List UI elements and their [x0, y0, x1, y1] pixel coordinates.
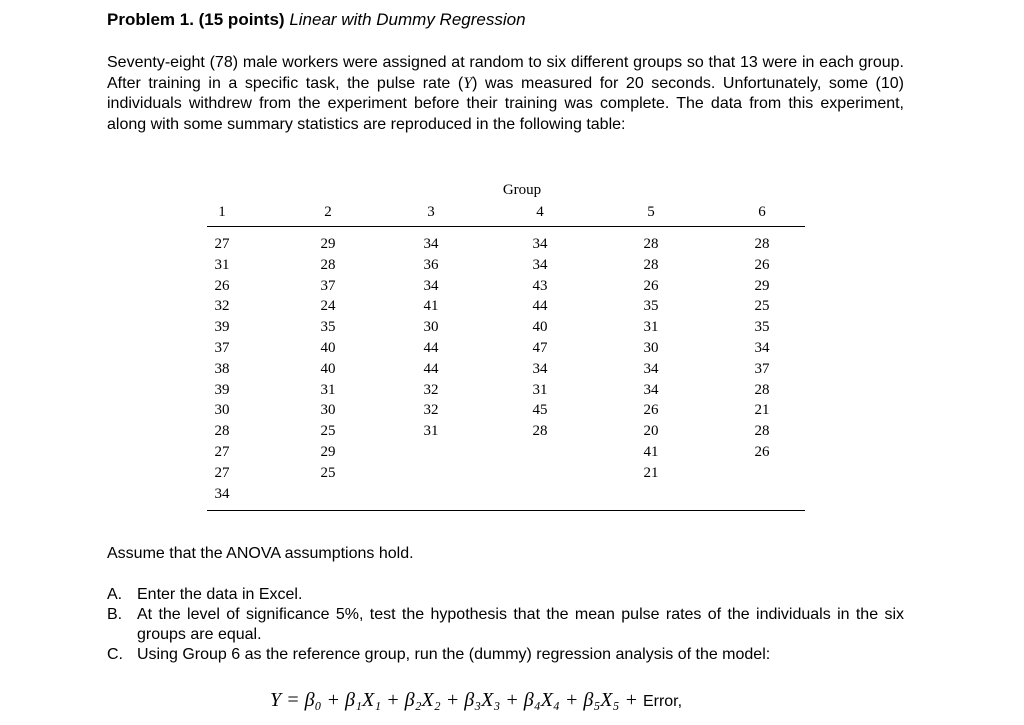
- pulse-rate-cell: 43: [532, 277, 548, 294]
- pulse-rate-cell: 25: [754, 298, 770, 315]
- pulse-rate-cell: 39: [214, 319, 230, 336]
- problem-description: [107, 53, 904, 135]
- pulse-rate-cell: 45: [532, 402, 548, 419]
- header-rule: [207, 226, 805, 227]
- pulse-rate-cell: 35: [643, 298, 659, 315]
- regression-equation: Y = β₀ + β₁X₁ + β₂X₂ + β₃X₃ + β₄X₄ + β₅X₅ + Error,: [270, 689, 683, 711]
- pulse-rate-cell: 37: [320, 277, 336, 294]
- pulse-rate-symbol: Y: [463, 74, 473, 92]
- pulse-rate-cell: 40: [532, 319, 548, 336]
- pulse-rate-cell: 34: [754, 340, 770, 356]
- pulse-rate-cell: 34: [643, 381, 659, 398]
- pulse-rate-cell: 40: [320, 340, 336, 356]
- pulse-rate-cell: 25: [320, 423, 336, 440]
- group-column-header: 3: [427, 204, 435, 220]
- pulse-rate-cell: 28: [754, 381, 770, 398]
- pulse-rate-cell: 32: [423, 402, 439, 419]
- task-marker: C.: [107, 646, 123, 663]
- pulse-rate-cell: 28: [532, 423, 548, 440]
- problem-title: [107, 10, 526, 30]
- pulse-rate-cell: 26: [754, 256, 770, 273]
- pulse-rate-cell: 34: [214, 485, 230, 502]
- pulse-rate-cell: 28: [214, 423, 230, 440]
- problem-topic: Linear with Dummy Regression: [289, 10, 526, 29]
- task-marker: B.: [107, 606, 123, 623]
- intro-text-part1: Seventy-eight (78) male workers were assigned at random to six different groups so that 13 were in each group. After training in a specific task, the pulse rate (: [107, 54, 904, 92]
- pulse-rate-cell: 34: [532, 256, 548, 273]
- pulse-rate-cell: 21: [643, 464, 659, 481]
- pulse-rate-cell: 26: [754, 444, 770, 460]
- pulse-rate-cell: 35: [320, 319, 336, 336]
- pulse-rate-cell: 31: [532, 381, 548, 398]
- pulse-rate-cell: 31: [214, 256, 230, 273]
- pulse-rate-cell: 37: [214, 340, 230, 356]
- pulse-rate-cell: 29: [754, 277, 770, 294]
- task-text: Enter the data in Excel.: [137, 586, 303, 603]
- pulse-rate-cell: 44: [423, 360, 439, 377]
- pulse-rate-cell: 31: [320, 381, 336, 398]
- pulse-rate-cell: 30: [423, 319, 439, 336]
- pulse-rate-cell: 25: [320, 464, 336, 481]
- pulse-rate-cell: 37: [754, 360, 770, 377]
- pulse-rate-cell: 47: [532, 340, 548, 356]
- pulse-rate-cell: 36: [423, 256, 439, 273]
- group-number-header-row: [207, 202, 805, 226]
- pulse-rate-cell: 26: [214, 277, 230, 294]
- pulse-rate-cell: 20: [643, 423, 659, 440]
- pulse-rate-cell: 35: [754, 319, 770, 336]
- pulse-rate-cell: 28: [643, 236, 659, 252]
- pulse-rate-cell: 34: [532, 360, 548, 377]
- pulse-rate-cell: 26: [643, 277, 659, 294]
- task-item: [107, 605, 904, 645]
- pulse-rate-cell: 28: [320, 256, 336, 273]
- task-text: At the level of significance 5%, test the hypothesis that the mean pulse rates of the individuals in the six groups are equal.: [137, 606, 904, 643]
- pulse-rate-cell: 29: [320, 236, 336, 252]
- pulse-rate-cell: 34: [423, 236, 439, 252]
- pulse-rate-cell: 24: [320, 298, 336, 315]
- group-column-header: 1: [218, 204, 226, 220]
- pulse-rate-cell: 21: [754, 402, 770, 419]
- pulse-rate-cell: 28: [754, 423, 770, 440]
- task-item: [107, 585, 904, 605]
- pulse-rate-cell: 41: [643, 444, 659, 460]
- group-column-header: 4: [536, 204, 544, 220]
- pulse-rate-cell: 40: [320, 360, 336, 377]
- pulse-rate-cell: 44: [423, 340, 439, 356]
- pulse-rate-cell: 31: [423, 423, 439, 440]
- anova-assumption: Assume that the ANOVA assumptions hold.: [107, 545, 414, 562]
- pulse-rate-cell: 38: [214, 360, 230, 377]
- pulse-rate-cell: 30: [214, 402, 230, 419]
- pulse-rate-cell: 29: [320, 444, 336, 460]
- group-column-header: 5: [647, 204, 655, 220]
- pulse-rate-cell: 26: [643, 402, 659, 419]
- pulse-rate-cell: 27: [214, 236, 230, 252]
- equation-rhs: β₀ + β₁X₁ + β₂X₂ + β₃X₃ + β₄X₄ + β₅X₅ +: [304, 689, 638, 711]
- pulse-rate-cell: 27: [214, 464, 230, 481]
- pulse-rate-cell: 44: [532, 298, 548, 315]
- group-column-header: 2: [324, 204, 332, 220]
- pulse-rate-cell: 32: [423, 381, 439, 398]
- pulse-rate-cell: 34: [532, 236, 548, 252]
- pulse-rate-cell: 41: [423, 298, 439, 315]
- task-marker: A.: [107, 586, 123, 603]
- pulse-rate-cell: 31: [643, 319, 659, 336]
- pulse-rate-cell: 30: [643, 340, 659, 356]
- equation-error-term: Error,: [642, 693, 683, 710]
- pulse-rate-cell: 34: [423, 277, 439, 294]
- task-list: [107, 585, 904, 665]
- task-text: Using Group 6 as the reference group, run the (dummy) regression analysis of the model:: [137, 646, 771, 663]
- task-item: [107, 645, 904, 665]
- pulse-rate-cell: 28: [643, 256, 659, 273]
- pulse-rate-cell: 28: [754, 236, 770, 252]
- group-column-header: 6: [758, 204, 766, 220]
- equation-lhs: Y: [270, 689, 282, 711]
- pulse-rate-cell: 34: [643, 360, 659, 377]
- pulse-rate-cell: 27: [214, 444, 230, 460]
- pulse-rate-cell: 30: [320, 402, 336, 419]
- problem-number: Problem 1. (15 points): [107, 10, 285, 29]
- intro-text-part2: ) was measured for 20 seconds. Unfortunately, some (10) individuals withdrew from the experiment before their training was complete. The data from this experiment, along with some summary statistics are reproduced in the following table:: [107, 74, 905, 133]
- group-header: Group: [502, 182, 542, 198]
- pulse-rate-cell: 39: [214, 381, 230, 398]
- pulse-rate-cell: 32: [214, 298, 230, 315]
- bottom-rule: [207, 510, 805, 511]
